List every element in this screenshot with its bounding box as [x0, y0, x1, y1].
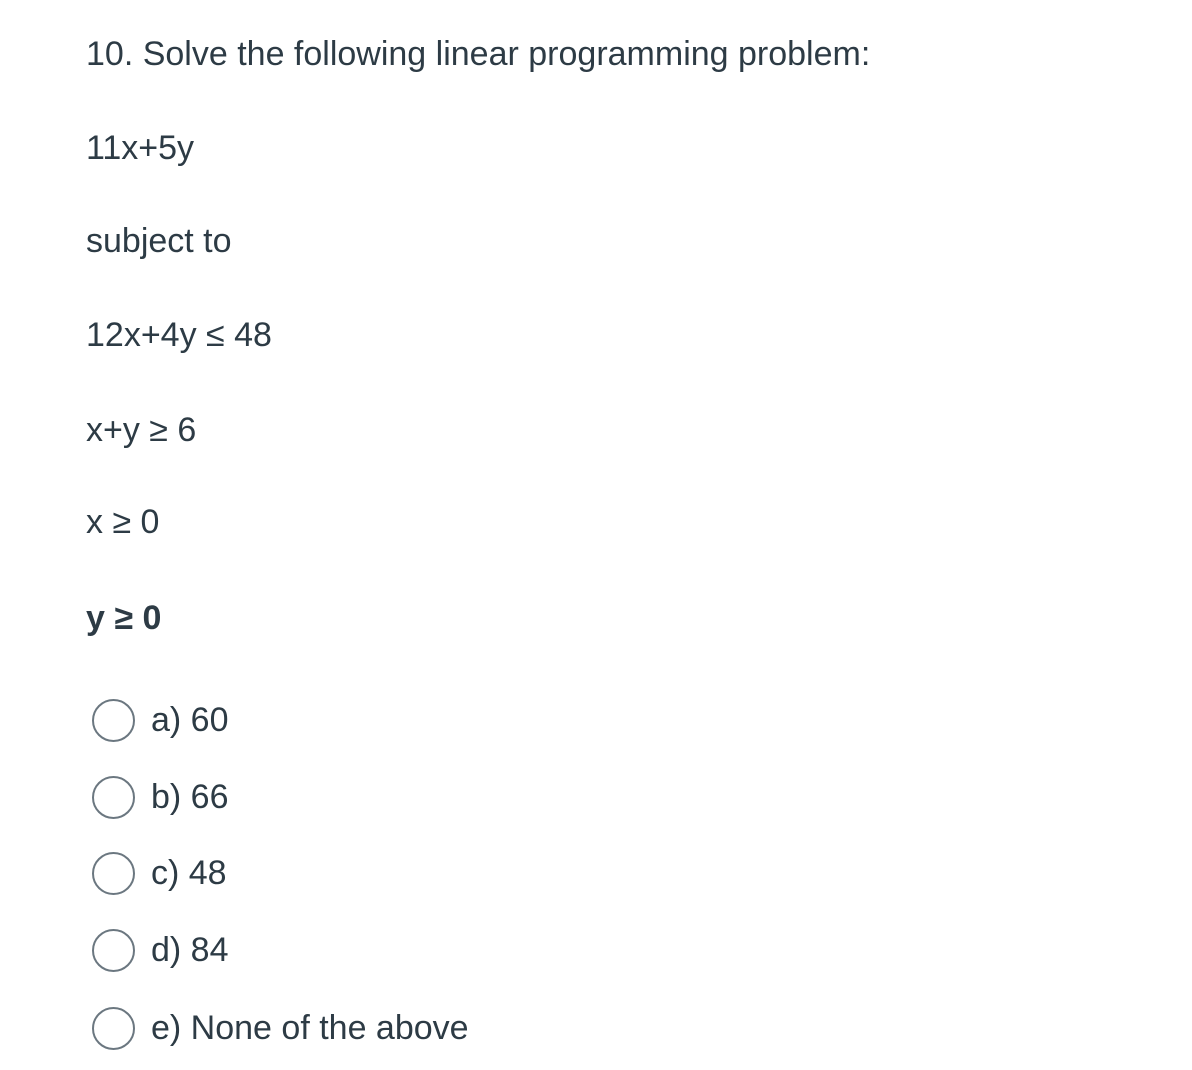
question-title: 10. Solve the following linear programming problem: [86, 35, 871, 73]
radio-button-icon[interactable] [92, 1007, 135, 1050]
constraint-4: y ≥ 0 [86, 599, 162, 637]
subject-to-label: subject to [86, 222, 232, 260]
constraint-3: x ≥ 0 [86, 503, 160, 541]
answer-label: d) 84 [151, 931, 229, 969]
answer-option-d[interactable] [92, 925, 229, 975]
radio-button-icon[interactable] [92, 776, 135, 819]
constraint-1: 12x+4y ≤ 48 [86, 316, 272, 354]
answer-label: e) None of the above [151, 1009, 469, 1047]
radio-button-icon[interactable] [92, 929, 135, 972]
radio-button-icon[interactable] [92, 699, 135, 742]
answer-option-c[interactable] [92, 848, 227, 898]
answer-label: a) 60 [151, 701, 229, 739]
answer-option-b[interactable] [92, 772, 229, 822]
answer-option-e[interactable] [92, 1003, 469, 1053]
radio-button-icon[interactable] [92, 852, 135, 895]
objective-function: 11x+5y [86, 129, 195, 167]
answer-option-a[interactable] [92, 695, 229, 745]
answer-label: c) 48 [151, 854, 227, 892]
answer-label: b) 66 [151, 778, 229, 816]
constraint-2: x+y ≥ 6 [86, 411, 197, 449]
